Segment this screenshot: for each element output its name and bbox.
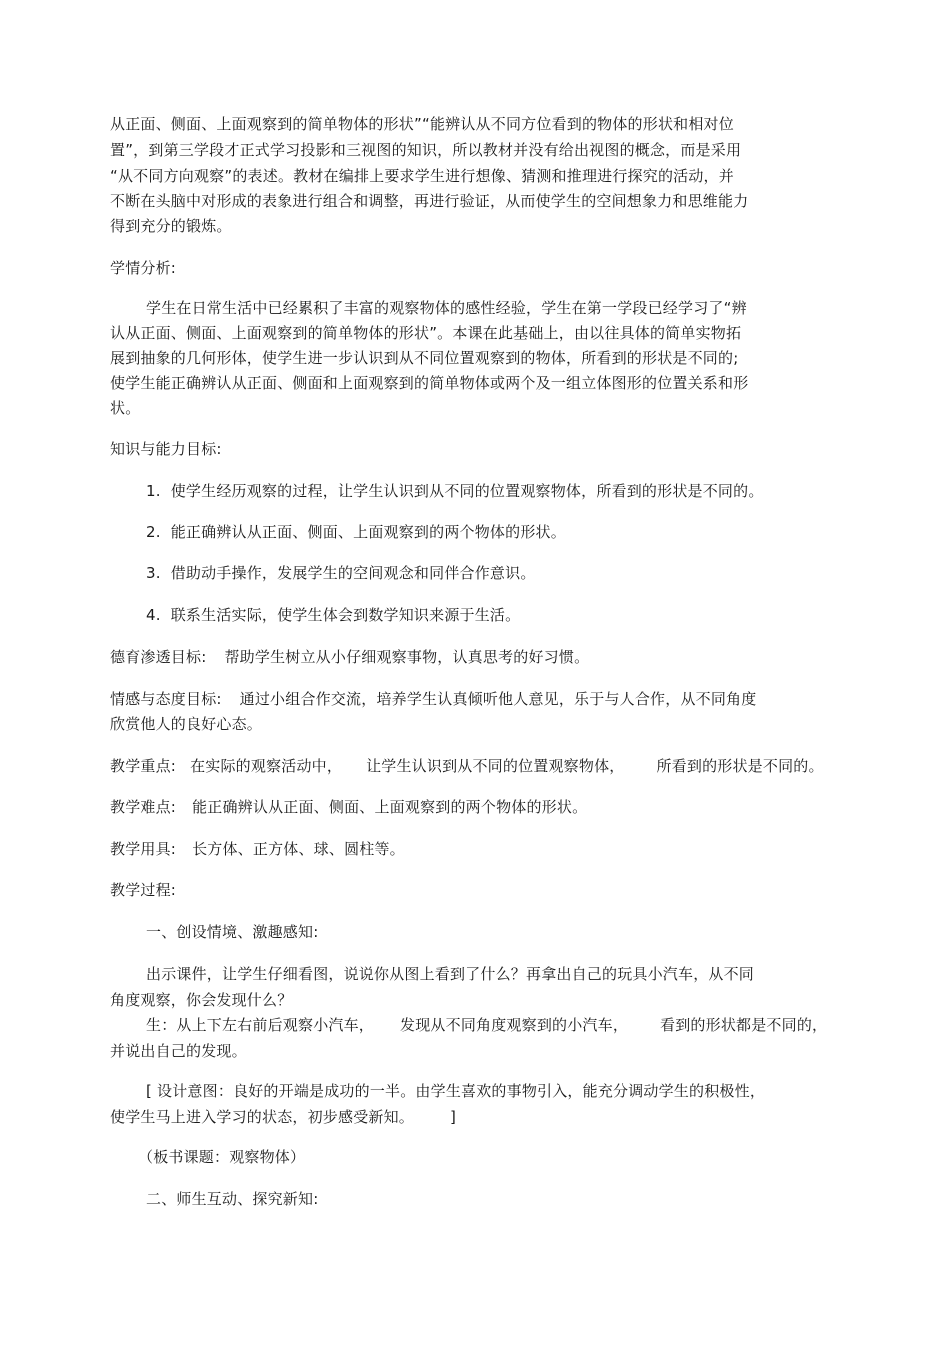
emotion-goal-text: 通过小组合作交流，培养学生认真倾听他人意见，乐于与人合作，从不同角度 [239, 690, 757, 708]
intro-line-1: 从正面、侧面、上面观察到的简单物体的形状”“能辨认从不同方位看到的物体的形状和相对位 [110, 115, 734, 133]
section-1-line-2: 角度观察，你会发现什么？ [110, 991, 293, 1009]
goal-number: 2. [146, 523, 161, 541]
intro-line-3: “从不同方向观察”的表述。教材在编排上要求学生进行想像、猜测和推理进行探究的活动，并 [110, 167, 734, 185]
goal-item-3 [146, 563, 536, 583]
intro-line-5: 得到充分的锻炼。 [110, 217, 232, 235]
goal-item-4 [146, 605, 520, 625]
process-heading: 教学过程: [110, 881, 177, 899]
key-point-text-2: 让学生认识到从不同的位置观察物体， [366, 757, 625, 775]
goal-number: 1. [146, 482, 161, 500]
design-intent-close-bracket: ] [450, 1108, 457, 1126]
goal-number: 4. [146, 606, 161, 624]
moral-goal [110, 647, 589, 667]
section-1-line-1: 出示课件，让学生仔细看图，说说你从图上看到了什么？再拿出自己的玩具小汽车，从不同 [146, 965, 755, 983]
section-2-heading: 二、师生互动、探究新知: [146, 1190, 319, 1208]
teaching-tools [110, 839, 405, 859]
design-intent-text: 使学生马上进入学习的状态，初步感受新知。 [110, 1108, 415, 1126]
key-point-text-3: 所看到的形状是不同的。 [656, 757, 824, 775]
design-intent-line-2 [110, 1107, 456, 1127]
student-response-c: 看到的形状都是不同的， [660, 1016, 828, 1034]
knowledge-goals-heading: 知识与能力目标: [110, 440, 222, 458]
student-response-line-1 [146, 1015, 827, 1035]
student-analysis-line-5: 状。 [110, 399, 141, 417]
emotion-goal-line-2: 欣赏他人的良好心态。 [110, 715, 263, 733]
tools-label: 教学用具: [110, 840, 177, 858]
moral-goal-label: 德育渗透目标: [110, 648, 207, 666]
goal-item-1 [146, 481, 764, 501]
student-analysis-line-1: 学生在日常生活中已经累积了丰富的观察物体的感性经验，学生在第一学段已经学习了“辨 [146, 299, 747, 317]
student-response-b: 发现从不同角度观察到的小汽车， [400, 1016, 629, 1034]
student-analysis-line-3: 展到抽象的几何形体，使学生进一步认识到从不同位置观察到的物体，所看到的形状是不同的; [110, 349, 739, 367]
section-1-heading: 一、创设情境、激趣感知: [146, 923, 319, 941]
emotion-goal-label: 情感与态度目标: [110, 690, 222, 708]
goal-item-2 [146, 522, 566, 542]
intro-line-2: 置”，到第三学段才正式学习投影和三视图的知识，所以教材并没有给出视图的概念，而是采用 [110, 141, 742, 159]
goal-text: 使学生经历观察的过程，让学生认识到从不同的位置观察物体，所看到的形状是不同的。 [170, 482, 764, 500]
design-intent-line-1: [ 设计意图：良好的开端是成功的一半。由学生喜欢的事物引入，能充分调动学生的积极性， [146, 1082, 766, 1100]
moral-goal-text: 帮助学生树立从小仔细观察事物，认真思考的好习惯。 [224, 648, 590, 666]
emotion-goal-line-1 [110, 689, 756, 709]
student-analysis-line-2: 认从正面、侧面、上面观察到的简单物体的形状”。本课在此基础上，由以往具体的简单实物拓 [110, 324, 742, 342]
goal-text: 联系生活实际，使学生体会到数学知识来源于生活。 [170, 606, 521, 624]
goal-number: 3. [146, 564, 161, 582]
goal-text: 借助动手操作，发展学生的空间观念和同伴合作意识。 [170, 564, 536, 582]
key-point-text-1: 在实际的观察活动中， [190, 757, 343, 775]
student-analysis-line-4: 使学生能正确辨认从正面、侧面和上面观察到的简单物体或两个及一组立体图形的位置关系和形 [110, 374, 749, 392]
board-title: （板书课题：观察物体） [138, 1148, 306, 1166]
intro-line-4: 不断在头脑中对形成的表象进行组合和调整，再进行验证，从而使学生的空间想象力和思维能力 [110, 192, 749, 210]
goal-text: 能正确辨认从正面、侧面、上面观察到的两个物体的形状。 [170, 523, 566, 541]
tools-text: 长方体、正方体、球、圆柱等。 [192, 840, 405, 858]
key-point [110, 756, 824, 776]
student-response-line-2: 并说出自己的发现。 [110, 1042, 247, 1060]
difficulty-label: 教学难点: [110, 798, 177, 816]
student-analysis-heading: 学情分析: [110, 259, 177, 277]
difficulty-text: 能正确辨认从正面、侧面、上面观察到的两个物体的形状。 [192, 798, 588, 816]
student-response-a: 生：从上下左右前后观察小汽车， [146, 1016, 375, 1034]
key-point-label: 教学重点: [110, 757, 177, 775]
difficulty [110, 797, 587, 817]
